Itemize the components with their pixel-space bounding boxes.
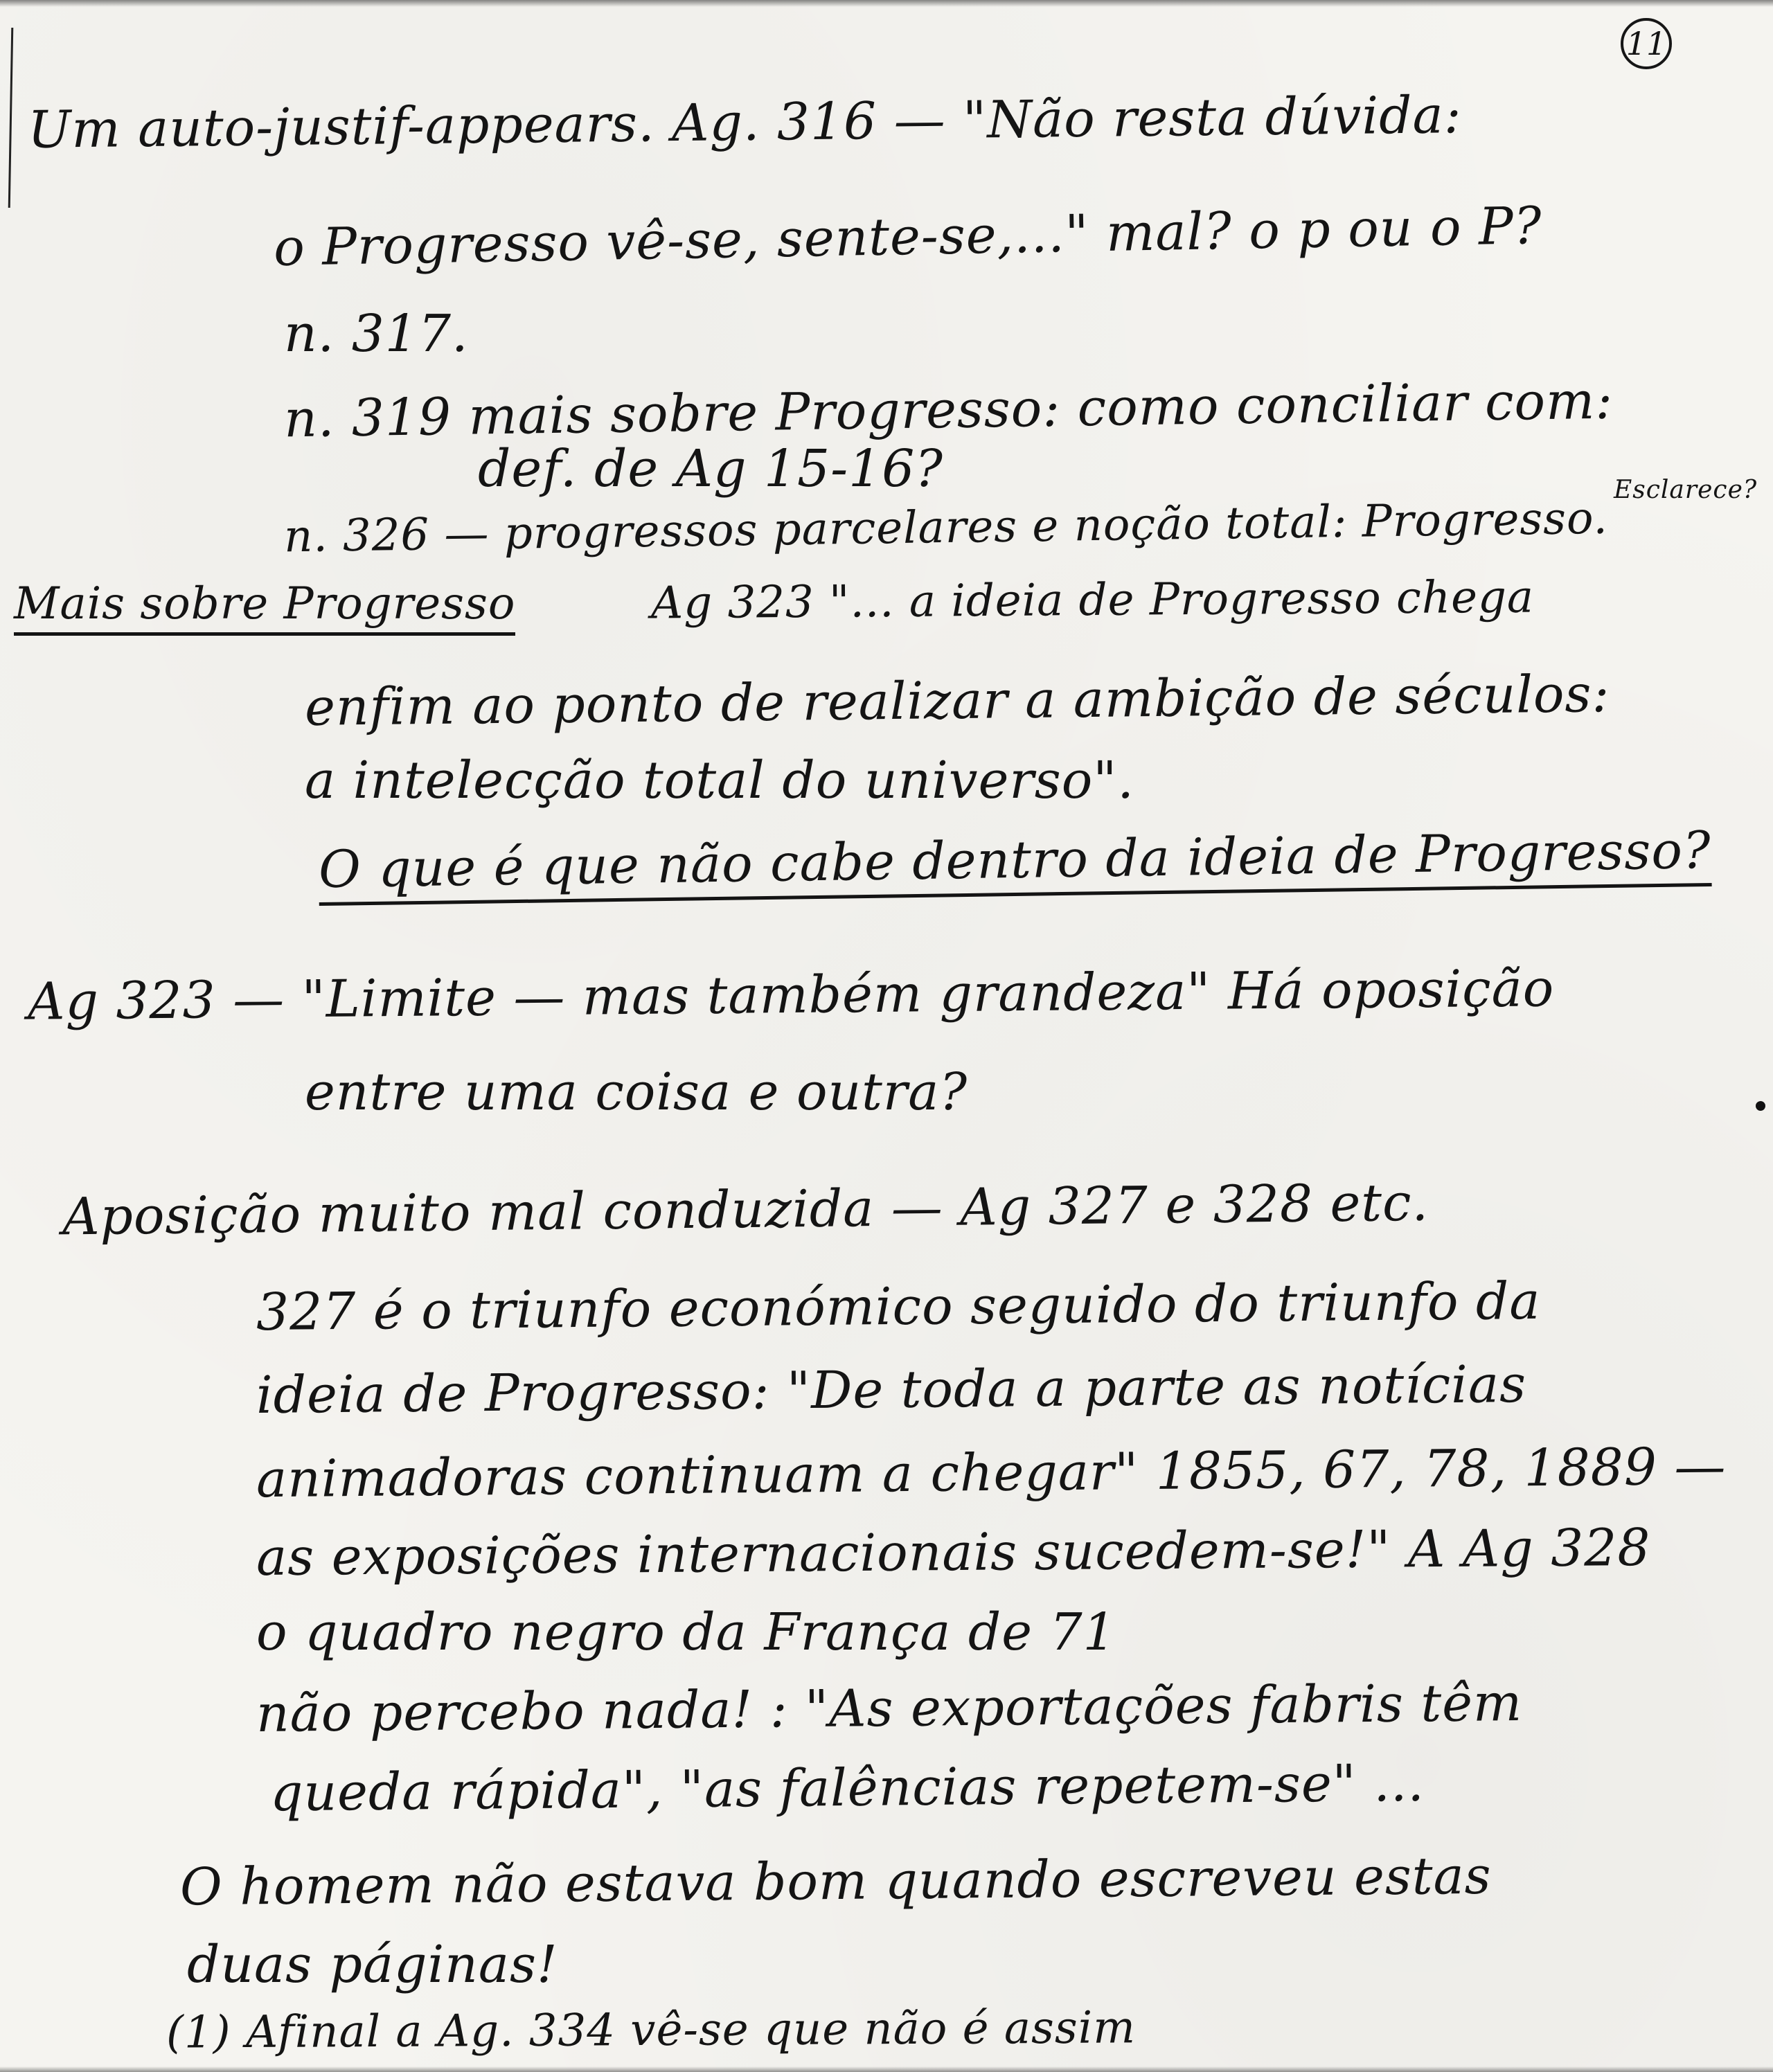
scan-top-edge: [0, 0, 1773, 7]
note-line-4: n. 319 mais sobre Progresso: como conciliar com:: [283, 370, 1614, 449]
ink-dot: [1756, 1101, 1765, 1111]
note-line-7: Ag 323 "... a ideia de Progresso chega: [650, 571, 1535, 629]
note-line-15: ideia de Progresso: "De toda a parte as notícias: [256, 1354, 1527, 1426]
note-line-17: as exposições internacionais sucedem-se!" A Ag 328: [256, 1517, 1651, 1588]
note-line-21: queda rápida", "as falências repetem-se" ...: [269, 1753, 1425, 1823]
note-line-1: Um auto-justif-appears. Ag. 316 — "Não resta dúvida:: [27, 85, 1463, 160]
note-line-14: 327 é o triunfo económico seguido do triunfo da: [256, 1271, 1541, 1343]
note-line-20: não percebo nada! : "As exportações fabris têm: [256, 1673, 1523, 1744]
scan-bottom-edge: [0, 2066, 1773, 2072]
note-line-3: n. 317.: [284, 304, 469, 364]
note-line-5: def. de Ag 15-16?: [478, 439, 943, 499]
note-line-6: n. 326 — progressos parcelares e noção total: Progresso.: [283, 492, 1609, 563]
note-line-12: entre uma coisa e outra?: [305, 1062, 968, 1122]
footnote-line: (1) Afinal a Ag. 334 vê-se que não é assim: [166, 2002, 1137, 2059]
question-underlined: O que é que não cabe dentro da ideia de Progresso?: [318, 821, 1711, 906]
note-line-8: enfim ao ponto de realizar a ambição de séculos:: [304, 664, 1610, 738]
note-line-11: Ag 323 — "Limite — mas também grandeza" Há oposição: [27, 958, 1555, 1032]
note-line-22: O homem não estava bom quando escreveu estas: [179, 1846, 1492, 1918]
note-line-10: [318, 820, 1712, 900]
note-line-16: animadoras continuam a chegar" 1855, 67, 78, 1889 —: [256, 1436, 1727, 1510]
note-line-9: a intelecção total do universo".: [305, 751, 1134, 810]
heading-underlined: Mais sobre Progresso: [14, 578, 515, 636]
margin-mark: [8, 28, 14, 208]
note-line-13: Aposição muito mal conduzida — Ag 327 e 328 etc.: [62, 1172, 1429, 1247]
note-line-2: o Progresso vê-se, sente-se,..." mal? o p ou o P?: [273, 196, 1543, 278]
note-line-23: duas páginas!: [187, 1935, 558, 1994]
note-line-6-aside: Esclarece?: [1614, 476, 1758, 504]
note-line-18: o quadro negro da França de 71: [256, 1602, 1116, 1662]
note-line-7-heading: [14, 578, 516, 629]
page-number-circled: 11: [1621, 18, 1672, 69]
